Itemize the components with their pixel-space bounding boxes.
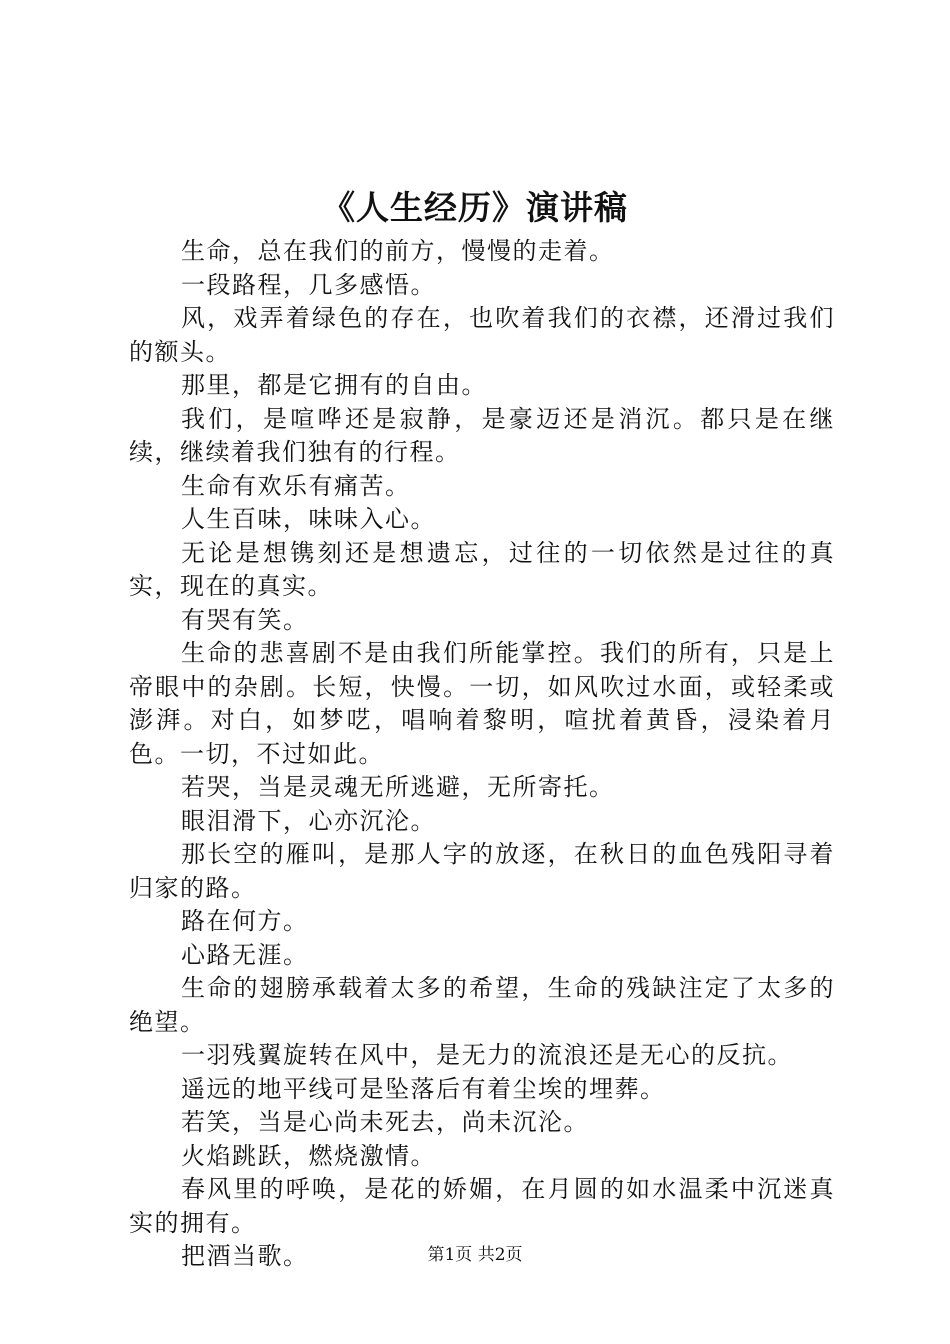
- paragraph-16: 生命的翅膀承载着太多的希望，生命的残缺注定了太多的绝望。: [129, 974, 835, 1036]
- paragraph-9: 有哭有笑。: [181, 605, 309, 634]
- paragraph-15: 心路无涯。: [181, 940, 309, 969]
- paragraph-10: 生命的悲喜剧不是由我们所能掌控。我们的所有，只是上帝眼中的杂剧。长短，快慢。一切，如风吹过水面，或轻柔或澎湃。对白，如梦呓，唱响着黎明，喧扰着黄昏，浸染着月色。一切，不过如此。: [129, 639, 835, 768]
- paragraph-17: 一羽残翼旋转在风中，是无力的流浪还是无心的反抗。: [181, 1041, 793, 1069]
- document-title: 《人生经历》演讲稿: [322, 188, 628, 227]
- paragraph-14: 路在何方。: [181, 907, 309, 935]
- paragraph-7: 人生百味，味味入心。: [181, 505, 436, 533]
- paragraph-20: 火焰跳跃，燃烧激情。: [181, 1141, 436, 1170]
- paragraph-22: 把酒当歌。: [181, 1242, 309, 1270]
- paragraph-11: 若哭，当是灵魂无所逃避，无所寄托。: [181, 773, 615, 801]
- paragraph-12: 眼泪滑下，心亦沉沦。: [181, 806, 436, 835]
- document-body: [129, 235, 835, 1274]
- paragraph-21: 春风里的呼唤，是花的娇媚，在月圆的如水温柔中沉迷真实的拥有。: [129, 1175, 835, 1237]
- paragraph-19: 若笑，当是心尚未死去，尚未沉沦。: [181, 1108, 589, 1136]
- paragraph-2: 一段路程，几多感悟。: [181, 270, 436, 299]
- paragraph-4: 那里，都是它拥有的自由。: [181, 371, 487, 399]
- page-number-footer: 第1页 共2页: [427, 1245, 523, 1265]
- paragraph-18: 遥远的地平线可是坠落后有着尘埃的埋葬。: [181, 1074, 666, 1103]
- paragraph-6: 生命有欢乐有痛苦。: [181, 471, 411, 500]
- paragraph-5: 我们，是喧哗还是寂静，是豪迈还是消沉。都只是在继续，继续着我们独有的行程。: [129, 404, 835, 466]
- paragraph-13: 那长空的雁叫，是那人字的放逐，在秋日的血色残阳寻着归家的路。: [129, 840, 835, 902]
- paragraph-3: 风，戏弄着绿色的存在，也吹着我们的衣襟，还滑过我们的额头。: [129, 304, 835, 366]
- paragraph-8: 无论是想镌刻还是想遗忘，过往的一切依然是过往的真实，现在的真实。: [129, 538, 835, 600]
- paragraph-1: 生命，总在我们的前方，慢慢的走着。: [181, 237, 615, 265]
